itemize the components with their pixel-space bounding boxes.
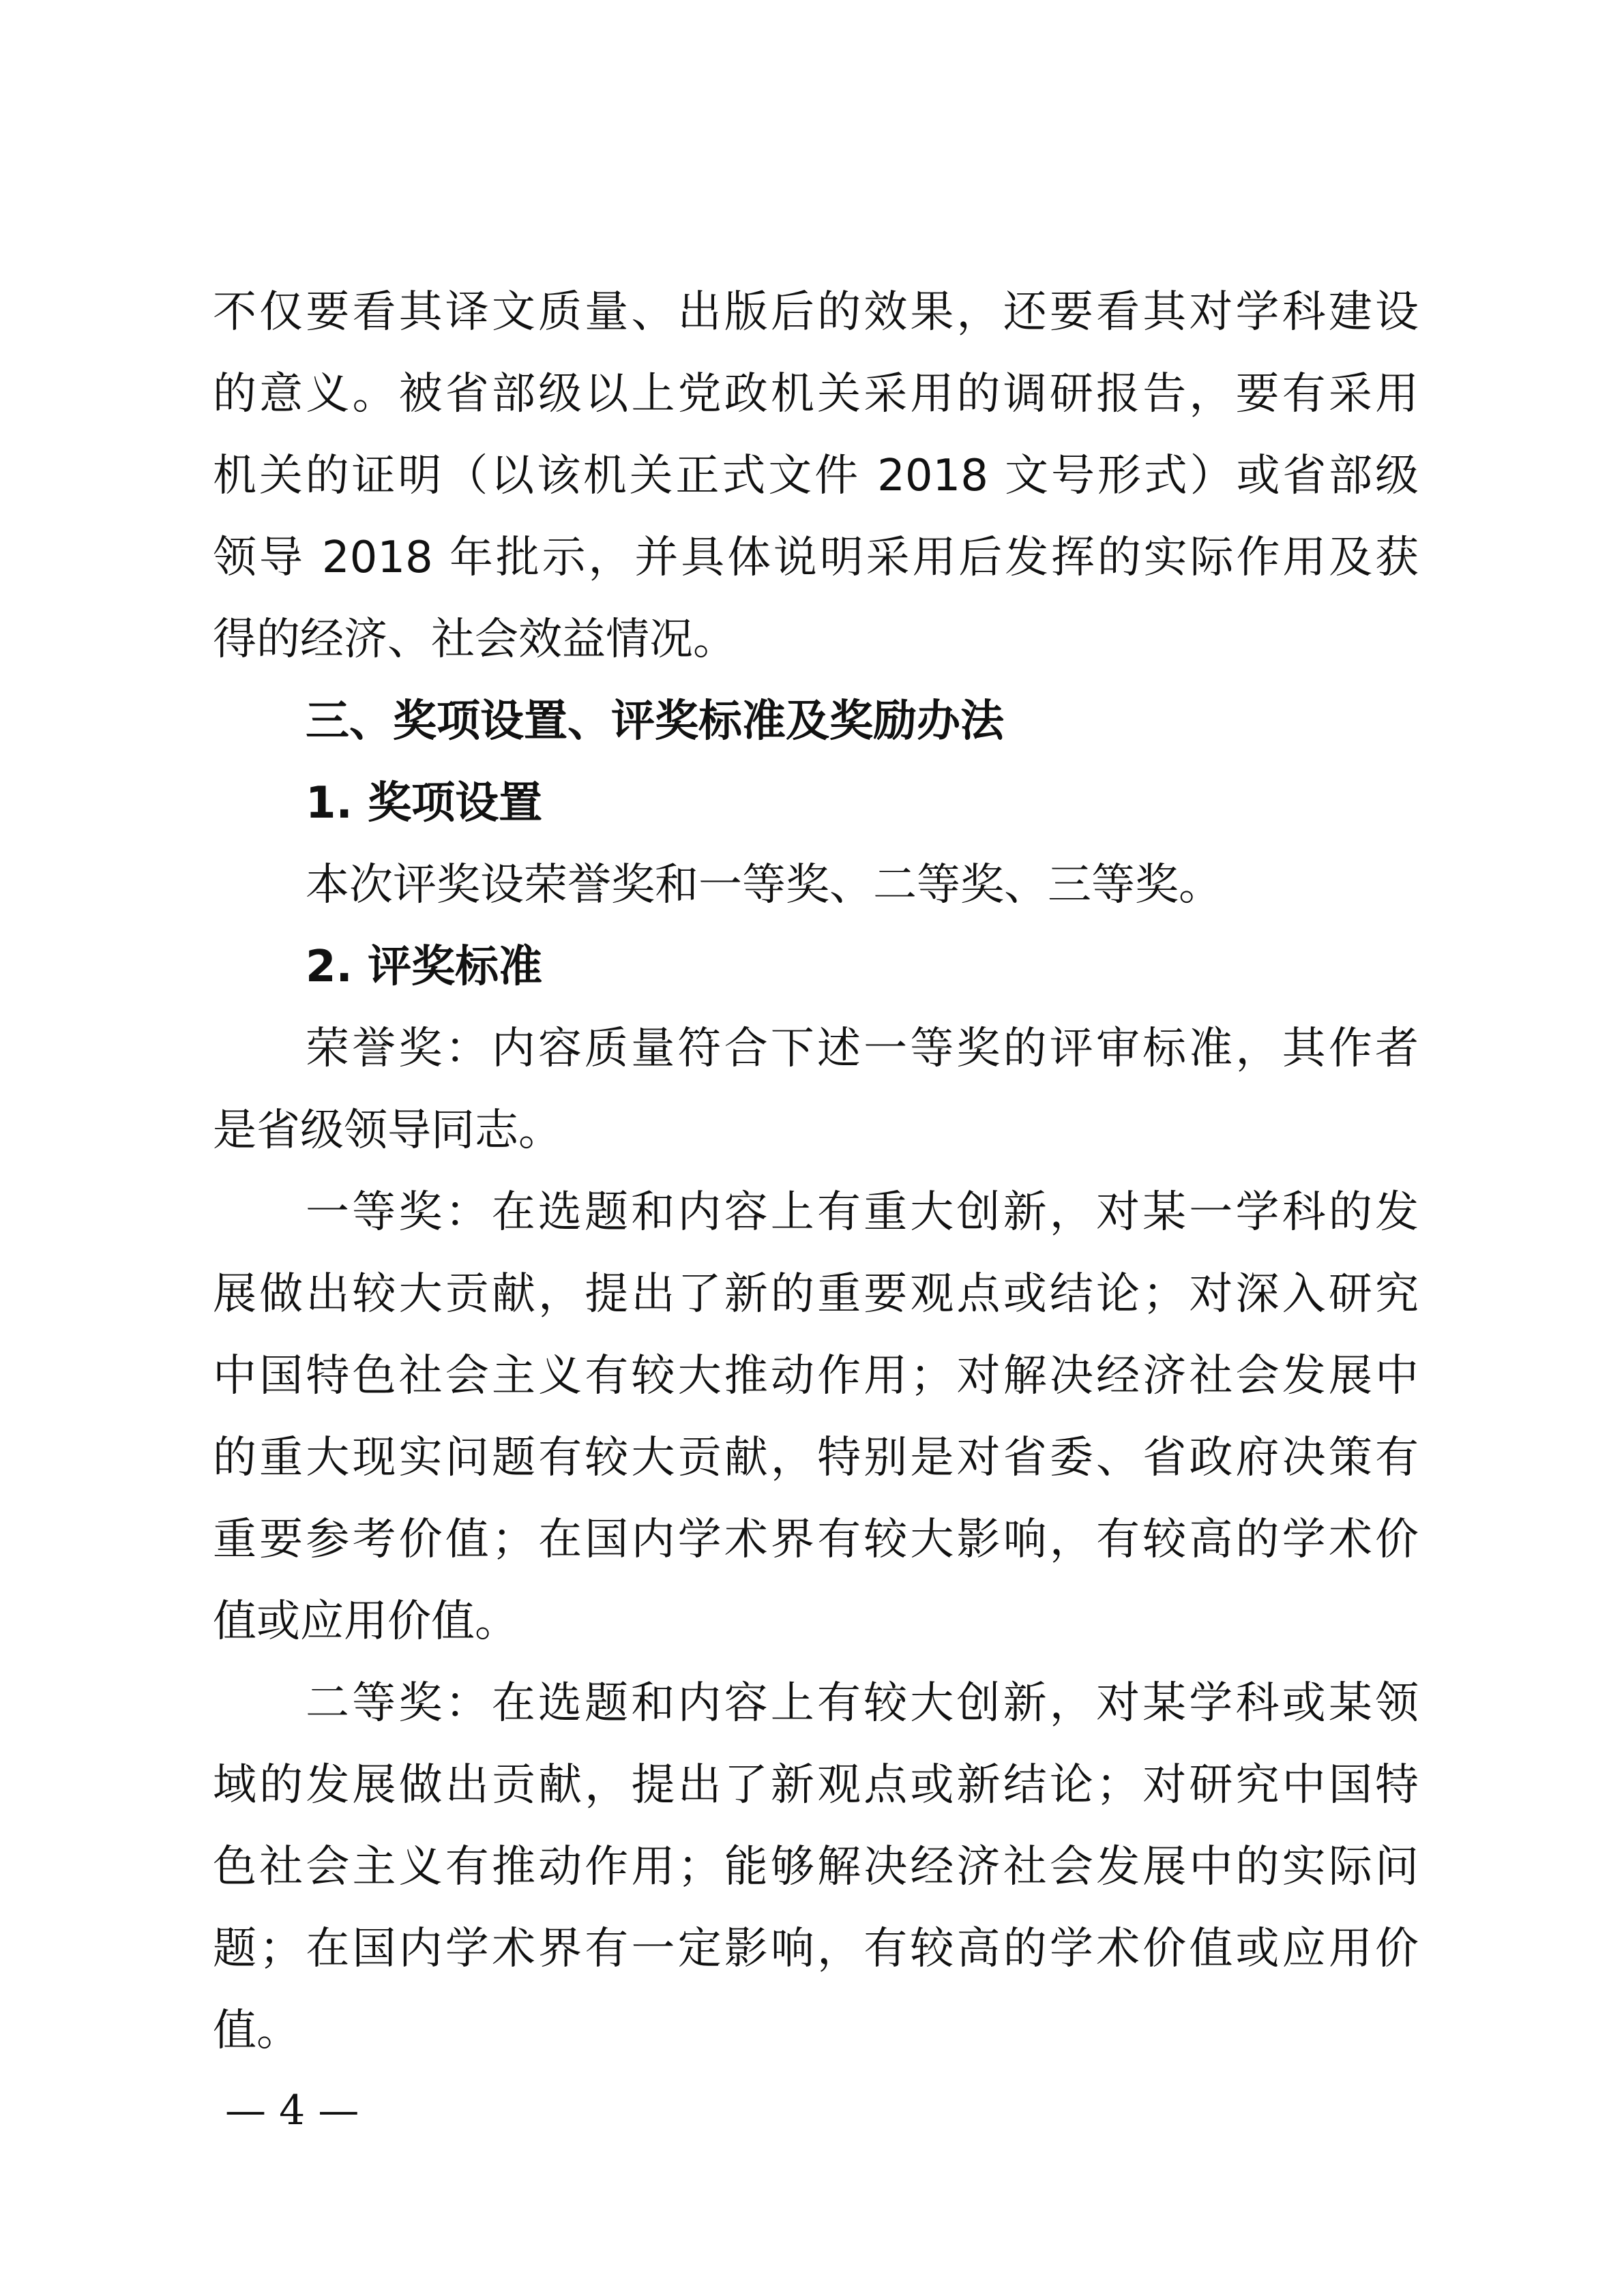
second-prize-line: 域的发展做出贡献，提出了新观点或新结论；对研究中国特 — [213, 1760, 1419, 1810]
second-prize-line: 值。 — [213, 2006, 300, 2056]
first-prize-line: 展做出较大贡献，提出了新的重要观点或结论；对深入研究 — [213, 1269, 1419, 1320]
honor-award-line: 荣誉奖：内容质量符合下述一等奖的评审标准，其作者 — [306, 1024, 1419, 1074]
first-prize-line: 中国特色社会主义有较大推动作用；对解决经济社会发展中 — [213, 1351, 1419, 1401]
first-prize-line: 重要参考价值；在国内学术界有较大影响，有较高的学术价 — [213, 1515, 1419, 1565]
awards-text: 本次评奖设荣誉奖和一等奖、二等奖、三等奖。 — [306, 860, 1222, 910]
body-line: 不仅要看其译文质量、出版后的效果，还要看其对学科建设 — [213, 287, 1419, 338]
body-line: 机关的证明（以该机关正式文件 2018 文号形式）或省部级 — [213, 451, 1419, 501]
honor-award-line: 是省级领导同志。 — [213, 1105, 562, 1156]
body-line: 领导 2018 年批示，并具体说明采用后发挥的实际作用及获 — [213, 533, 1419, 583]
first-prize-line: 一等奖：在选题和内容上有重大创新，对某一学科的发 — [306, 1187, 1419, 1238]
section-heading: 三、奖项设置、评奖标准及奖励办法 — [306, 696, 1004, 747]
body-line: 得的经济、社会效益情况。 — [213, 614, 737, 665]
first-prize-line: 的重大现实问题有较大贡献，特别是对省委、省政府决策有 — [213, 1433, 1419, 1483]
body-line: 的意义。被省部级以上党政机关采用的调研报告，要有采用 — [213, 369, 1419, 419]
first-prize-line: 值或应用价值。 — [213, 1596, 518, 1647]
subsection-heading-awards: 1. 奖项设置 — [306, 778, 543, 829]
page-number: — 4 — — [225, 2087, 359, 2134]
second-prize-line: 色社会主义有推动作用；能够解决经济社会发展中的实际问 — [213, 1842, 1419, 1892]
subsection-heading-criteria: 2. 评奖标准 — [306, 942, 543, 992]
second-prize-line: 题；在国内学术界有一定影响，有较高的学术价值或应用价 — [213, 1924, 1419, 1974]
second-prize-line: 二等奖：在选题和内容上有较大创新，对某学科或某领 — [306, 1678, 1419, 1729]
